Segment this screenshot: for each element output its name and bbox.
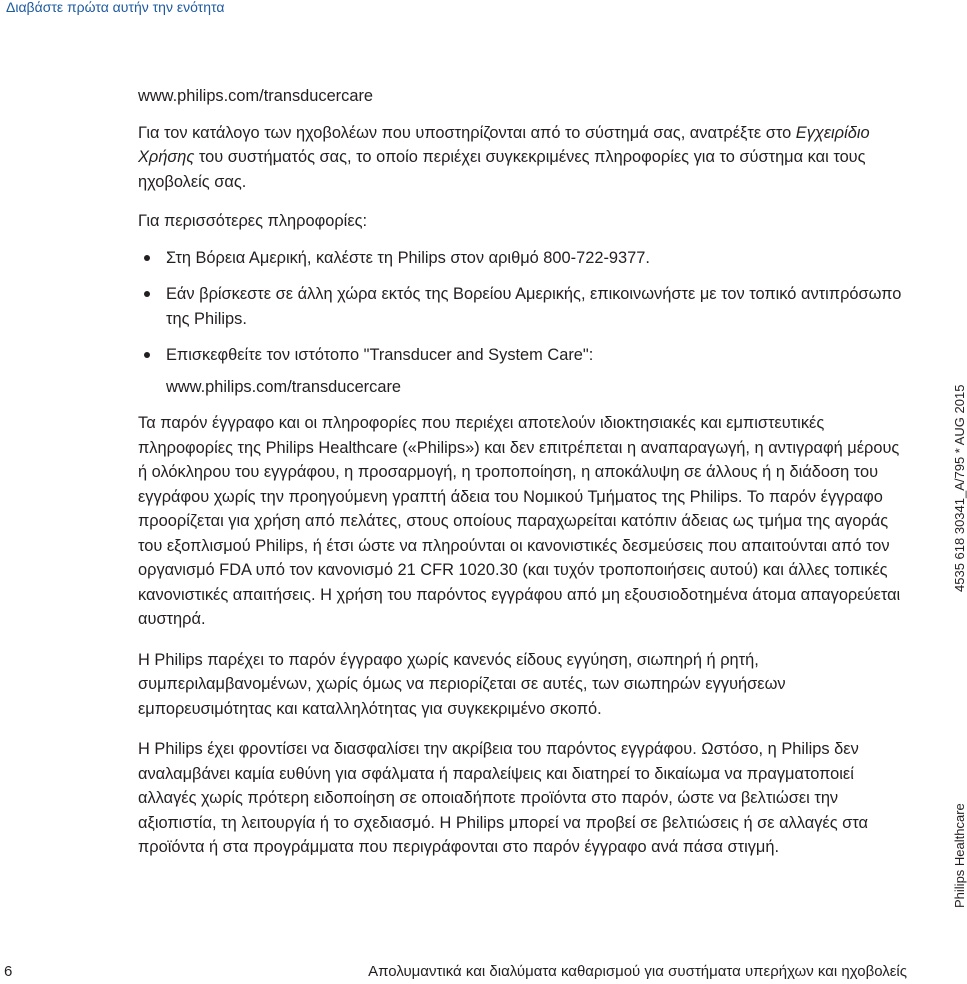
bullet-icon	[144, 255, 150, 261]
proprietary-notice-paragraph: Τα παρόν έγγραφο και οι πληροφορίες που περιέχει αποτελούν ιδιοκτησιακές και εμπιστευτικές πληροφορίες της Philips Healthcare («Philips») και δεν επιτρέπεται η αναπαραγωγή, η αντιγραφή μέρους ή ολόκληρου του εγγράφου, η προσαρμογή, η τροποποίηση, η αποκάλυψη σε άλλους ή η διάδοση του εγγράφου χωρίς την προηγούμενη γραπτή άδεια του Νομικού Τμήματος της Philips. Το παρόν έγγραφο προορίζεται για χρήση από πελάτες, στους οποίους παραχωρείται κατόπιν άδειας ως τμήμα της αγοράς του εξοπλισμού Philips, ή έτσι ώστε να πληρούνται οι κανονιστικές δεσμεύσεις που απαιτούνται από τον οργανισμό FDA υπό τον κανονισμό 21 CFR 1020.30 (και τυχόν τροποποιήσεις αυτού) και άλλες τοπικές κανονιστικές απαιτήσεις. Η χρήση του παρόντος εγγράφου από μη εξουσιοδοτημένα άτομα απαγορεύεται αυστηρά.	[138, 414, 901, 628]
intro-text-end: του συστήματός σας, το οποίο περιέχει συγκεκριμένες πληροφορίες για το σύστημα και τους ηχοβολείς σας.	[138, 148, 866, 191]
more-info-heading: Για περισσότερες πληροφορίες:	[138, 212, 368, 230]
intro-text-start: Για τον κατάλογο των ηχοβολέων που υποστηρίζονται από το σύστημά σας, ανατρέξτε στο	[138, 123, 796, 142]
contact-website: Επισκεφθείτε τον ιστότοπο "Transducer and System Care":	[166, 346, 594, 364]
bullet-url-link[interactable]: www.philips.com/transducercare	[166, 377, 402, 396]
contact-list	[138, 246, 908, 400]
side-document-id: 4535 618 30341_A/795 * AUG 2015	[952, 384, 967, 592]
page-header-title: Διαβάστε πρώτα αυτήν την ενότητα	[6, 0, 225, 15]
footer-document-title: Απολυμαντικά και διαλύματα καθαρισμού για συστήματα υπερήχων και ηχοβολείς	[368, 963, 907, 980]
list-item	[138, 246, 908, 271]
accuracy-notice-paragraph: Η Philips έχει φροντίσει να διασφαλίσει την ακρίβεια του παρόντος εγγράφου. Ωστόσο, η Philips δεν αναλαμβάνει καμία ευθύνη για σφάλματα ή παραλείψεις και διατηρεί το δικαίωμα να πραγματοποιεί αλλαγές χωρίς πρότερη ειδοποίηση σε οποιαδήποτε προϊόντα στο παρόν, ώστε να βελτιώσει την αξιοπιστία, τη λειτουργία ή το σχεδιασμό. Η Philips μπορεί να προβεί σε βελτιώσεις ή σε αλλαγές στα προϊόντα ή στα προγράμματα που περιγράφονται στο παρόν έγγραφο ανά πάσα στιγμή.	[138, 740, 868, 856]
transducer-care-url[interactable]: www.philips.com/transducercare	[138, 87, 374, 105]
warranty-disclaimer-paragraph: Η Philips παρέχει το παρόν έγγραφο χωρίς κανενός είδους εγγύηση, σιωπηρή ή ρητή, συμπεριλαμβανομένων, χωρίς όμως να περιορίζεται σε αυτές, των σιωπηρών εγγυήσεων εμπορευσιμότητας και καταλληλότητας για συγκεκριμένο σκοπό.	[138, 650, 786, 718]
list-item	[138, 282, 908, 331]
bullet-icon	[144, 291, 150, 297]
contact-north-america: Στη Βόρεια Αμερική, καλέστε τη Philips στον αριθμό 800-722-9377.	[166, 248, 650, 267]
page-number: 6	[4, 963, 13, 980]
side-brand-label: Philips Healthcare	[952, 803, 967, 908]
list-item	[138, 343, 908, 399]
user-manual-reference: Εγχειρίδιο Χρήσης	[138, 123, 870, 166]
bullet-icon	[144, 352, 150, 358]
contact-other-country: Εάν βρίσκεστε σε άλλη χώρα εκτός της Βορείου Αμερικής, επικοινωνήστε με τον τοπικό αντιπρόσωπο της Philips.	[166, 285, 902, 328]
intro-paragraph	[138, 121, 908, 195]
document-body	[138, 84, 908, 876]
